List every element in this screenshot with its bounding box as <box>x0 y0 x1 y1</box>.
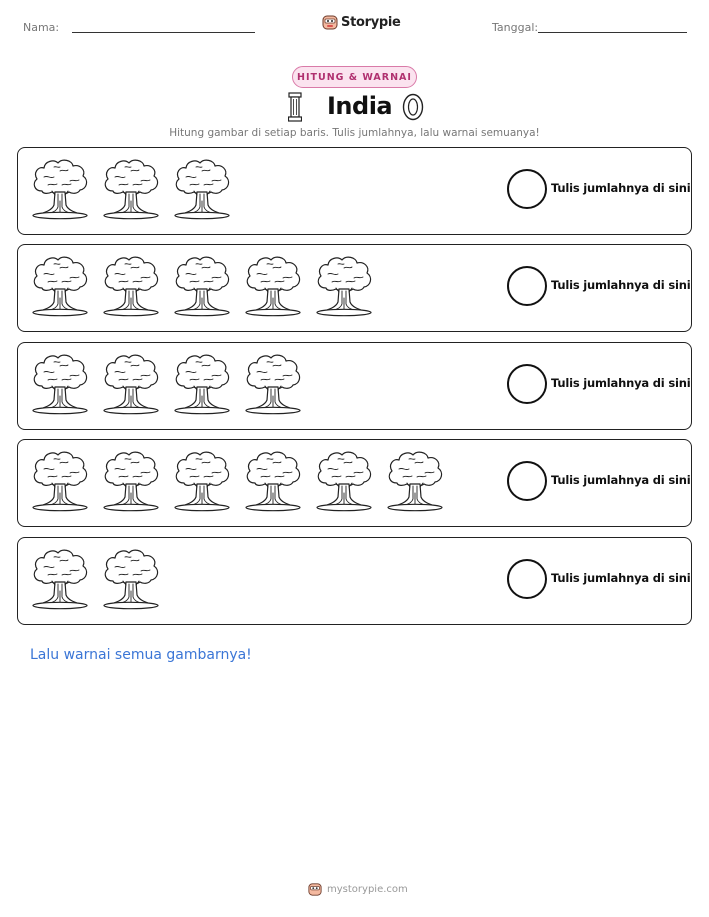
banyan-tree-icon[interactable] <box>243 449 303 513</box>
count-row <box>17 147 692 235</box>
storypie-mascot-icon <box>322 14 338 30</box>
answer-label: Tulis jumlahnya di sini <box>551 376 691 390</box>
pillar-icon <box>288 92 302 122</box>
site-url: mystorypie.com <box>327 883 408 895</box>
banyan-tree-icon[interactable] <box>30 254 90 318</box>
banyan-tree-icon[interactable] <box>101 254 161 318</box>
count-row <box>17 439 692 527</box>
banyan-tree-icon[interactable] <box>101 547 161 611</box>
activity-badge: HITUNG & WARNAI <box>292 66 417 88</box>
answer-circle[interactable] <box>507 461 547 501</box>
footer-note: Lalu warnai semua gambarnya! <box>30 647 252 663</box>
banyan-tree-icon[interactable] <box>243 352 303 416</box>
answer-label: Tulis jumlahnya di sini <box>551 278 691 292</box>
banyan-tree-icon[interactable] <box>30 352 90 416</box>
banyan-tree-icon[interactable] <box>101 352 161 416</box>
banyan-tree-icon[interactable] <box>30 157 90 221</box>
page-title: India <box>327 92 393 120</box>
answer-circle[interactable] <box>507 266 547 306</box>
banyan-tree-icon[interactable] <box>172 157 232 221</box>
name-label: Nama: <box>23 21 60 34</box>
banyan-tree-icon[interactable] <box>314 449 374 513</box>
banyan-tree-icon[interactable] <box>101 449 161 513</box>
name-line[interactable] <box>72 32 255 33</box>
storypie-mascot-icon <box>308 882 322 896</box>
banyan-tree-icon[interactable] <box>30 449 90 513</box>
brand-name: Storypie <box>341 14 401 30</box>
zero-icon <box>402 93 424 121</box>
date-line[interactable] <box>538 32 687 33</box>
date-label: Tanggal: <box>492 21 539 34</box>
answer-circle[interactable] <box>507 559 547 599</box>
banyan-tree-icon[interactable] <box>314 254 374 318</box>
banyan-tree-icon[interactable] <box>385 449 445 513</box>
site-footer[interactable] <box>308 882 408 896</box>
count-row <box>17 342 692 430</box>
banyan-tree-icon[interactable] <box>30 547 90 611</box>
instructions: Hitung gambar di setiap baris. Tulis jumlahnya, lalu warnai semuanya! <box>169 127 540 139</box>
answer-circle[interactable] <box>507 169 547 209</box>
answer-label: Tulis jumlahnya di sini <box>551 571 691 585</box>
count-row <box>17 537 692 625</box>
banyan-tree-icon[interactable] <box>172 449 232 513</box>
answer-label: Tulis jumlahnya di sini <box>551 181 691 195</box>
answer-circle[interactable] <box>507 364 547 404</box>
banyan-tree-icon[interactable] <box>243 254 303 318</box>
answer-label: Tulis jumlahnya di sini <box>551 473 691 487</box>
banyan-tree-icon[interactable] <box>172 352 232 416</box>
title-row <box>0 90 709 124</box>
banyan-tree-icon[interactable] <box>172 254 232 318</box>
brand-logo <box>322 14 401 30</box>
banyan-tree-icon[interactable] <box>101 157 161 221</box>
count-row <box>17 244 692 332</box>
